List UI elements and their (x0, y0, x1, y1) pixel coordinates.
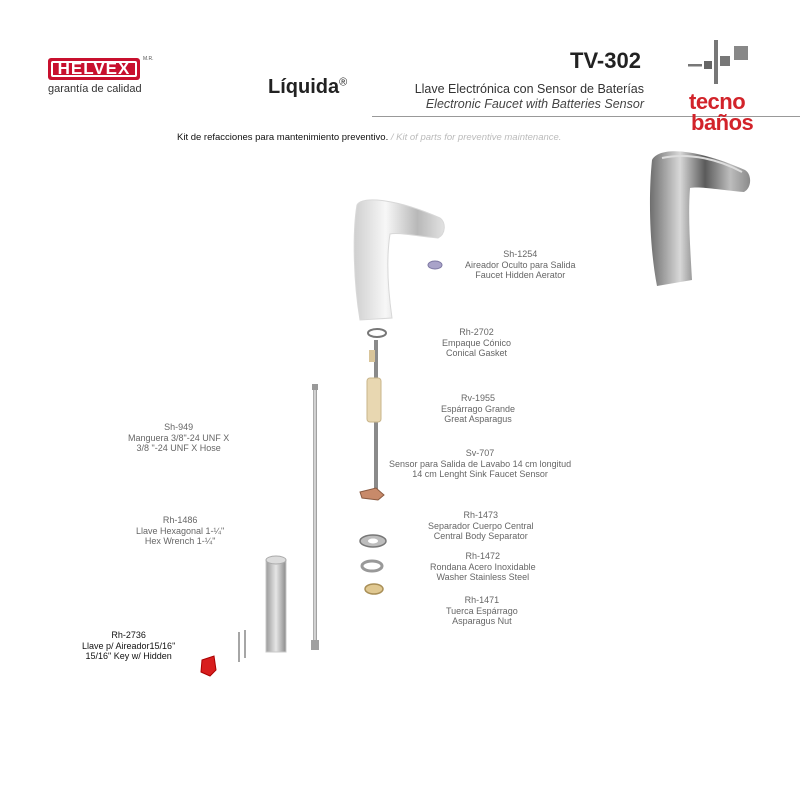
part-code: Rh-1486 (162, 515, 198, 525)
hose-part (311, 384, 319, 650)
part-code: Rh-1472 (465, 551, 501, 561)
conical-gasket-part (368, 329, 386, 337)
part-label-central-separator (428, 510, 534, 542)
separator-hole (368, 539, 378, 544)
part-desc-en: Central Body Separator (433, 531, 528, 541)
part-label-sensor (389, 448, 571, 480)
part-desc-es: Rondana Acero Inoxidable (430, 561, 536, 572)
part-desc-en: Asparagus Nut (452, 616, 512, 626)
part-label-aerator (465, 249, 576, 281)
trademark-mark: M.R. (143, 56, 154, 62)
aerator-part (428, 261, 442, 269)
title-english: Electronic Faucet with Batteries Sensor (425, 97, 644, 111)
part-code: Rh-2702 (459, 327, 494, 337)
faucet-body (354, 200, 444, 320)
part-desc-es: Llave Hexagonal 1-¼" (136, 525, 225, 536)
aerator-key-part (201, 656, 216, 676)
part-desc-es: Espárrago Grande (441, 403, 516, 414)
part-label-hose (128, 422, 229, 454)
hex-wrench-part (266, 556, 286, 652)
part-label-asparagus-nut (446, 595, 518, 627)
part-label-conical-gasket (442, 327, 511, 359)
tecnobanos-logo-top: tecno (689, 89, 746, 114)
part-desc-es: Llave p/ Aireador15/16" (82, 640, 176, 651)
helvex-logo-text: HELVEX (57, 59, 131, 78)
kit-description-es: Kit de refacciones para mantenimiento preventivo. (177, 132, 389, 143)
part-label-great-asparagus (441, 393, 515, 425)
part-desc-en: Faucet Hidden Aerator (475, 270, 566, 280)
model-number: TV-302 (570, 48, 641, 73)
part-desc-en: Washer Stainless Steel (436, 572, 530, 582)
part-label-aerator-key (82, 630, 175, 662)
part-desc-es: Manguera 3/8"-24 UNF X (128, 432, 230, 443)
part-code: Rh-1471 (464, 595, 500, 605)
part-label-stainless-washer (430, 551, 536, 583)
part-desc-en: Conical Gasket (446, 348, 508, 358)
part-label-hex-wrench (136, 515, 224, 547)
asparagus-nut-part (365, 584, 383, 594)
part-desc-es: Aireador Oculto para Salida (465, 259, 576, 270)
title-spanish: Llave Electrónica con Sensor de Baterías (414, 82, 644, 96)
brand-tagline: garantía de calidad (48, 83, 142, 95)
part-code: Sv-707 (465, 448, 495, 458)
part-desc-en: 14 cm Lenght Sink Faucet Sensor (412, 469, 548, 479)
part-desc-en: 15/16" Key w/ Hidden (85, 651, 172, 661)
part-desc-es: Sensor para Salida de Lavabo 14 cm longitud (389, 458, 572, 469)
part-code: Rv-1955 (461, 393, 496, 403)
part-desc-es: Empaque Cónico (442, 337, 512, 348)
sensor-tip (360, 488, 384, 500)
part-desc-en: 3/8 "-24 UNF X Hose (136, 443, 221, 453)
kit-description-en: / Kit of parts for preventive maintenance. (390, 132, 562, 143)
part-desc-es: Separador Cuerpo Central (428, 520, 534, 531)
great-asparagus-part (367, 378, 381, 422)
tecnobanos-logo-bottom: baños (691, 110, 754, 135)
stainless-washer-part (362, 561, 382, 571)
product-photo (650, 151, 750, 286)
part-code: Sh-949 (164, 422, 194, 432)
sensor-clip (369, 350, 375, 362)
part-desc-es: Tuerca Espárrago (446, 605, 518, 616)
part-code: Sh-1254 (503, 249, 538, 259)
part-code: Rh-2736 (111, 630, 146, 640)
registered-symbol: ® (339, 76, 348, 89)
part-code: Rh-1473 (463, 510, 499, 520)
product-name-text: Líquida (268, 76, 340, 98)
part-desc-en: Hex Wrench 1-¼" (144, 536, 216, 546)
part-desc-en: Great Asparagus (444, 414, 512, 424)
